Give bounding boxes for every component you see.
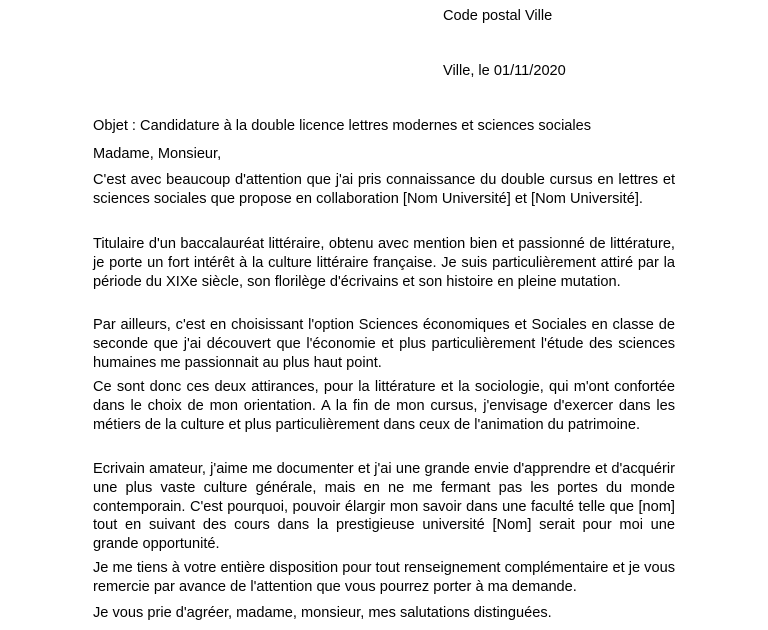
- paragraph-6: Je me tiens à votre entière disposition pour tout renseignement complémentaire et je vous remercie par avance de l'attention que vous pourrez porter à ma demande.: [93, 560, 675, 595]
- paragraph-1: C'est avec beaucoup d'attention que j'ai pris connaissance du double cursus en lettres et sciences sociales que propose en collaboration [Nom Université] et [Nom Université].: [93, 172, 675, 207]
- letter-subject: Objet : Candidature à la double licence lettres modernes et sciences sociales: [93, 118, 592, 134]
- sender-postal-city: Code postal Ville: [443, 8, 553, 24]
- letter-date: Ville, le 01/11/2020: [443, 63, 566, 79]
- paragraph-5: Ecrivain amateur, j'aime me documenter et j'ai une grande envie d'apprendre et d'acquérir une plus vaste culture générale, mais en ne me fermant pas les portes du monde contemporain. C'est pourquoi, pouvoir élargir mon savoir dans une faculté telle que [nom] tout en suivant des cours dans la prestigieuse université [Nom] serait pour moi une grande opportunité.: [93, 461, 675, 553]
- paragraph-3: Par ailleurs, c'est en choisissant l'option Sciences économiques et Sociales en classe de seconde que j'ai découvert que l'économie et plus particulièrement l'étude des sciences humaines me passionnait au plus haut point.: [93, 317, 675, 371]
- paragraph-2: Titulaire d'un baccalauréat littéraire, obtenu avec mention bien et passionné de littérature, je porte un fort intérêt à la culture littéraire française. Je suis particulièrement attiré par la période du XIXe siècle, son florilège d'écrivains et son histoire en pleine mutation.: [93, 236, 675, 290]
- letter-salutation: Madame, Monsieur,: [93, 146, 222, 162]
- paragraph-4: Ce sont donc ces deux attirances, pour la littérature et la sociologie, qui m'ont confortée dans le choix de mon orientation. A la fin de mon cursus, j'envisage d'exercer dans les métiers de la culture et plus particulièrement dans ceux de l'animation du patrimoine.: [93, 379, 675, 433]
- letter-closing: Je vous prie d'agréer, madame, monsieur, mes salutations distinguées.: [93, 605, 552, 621]
